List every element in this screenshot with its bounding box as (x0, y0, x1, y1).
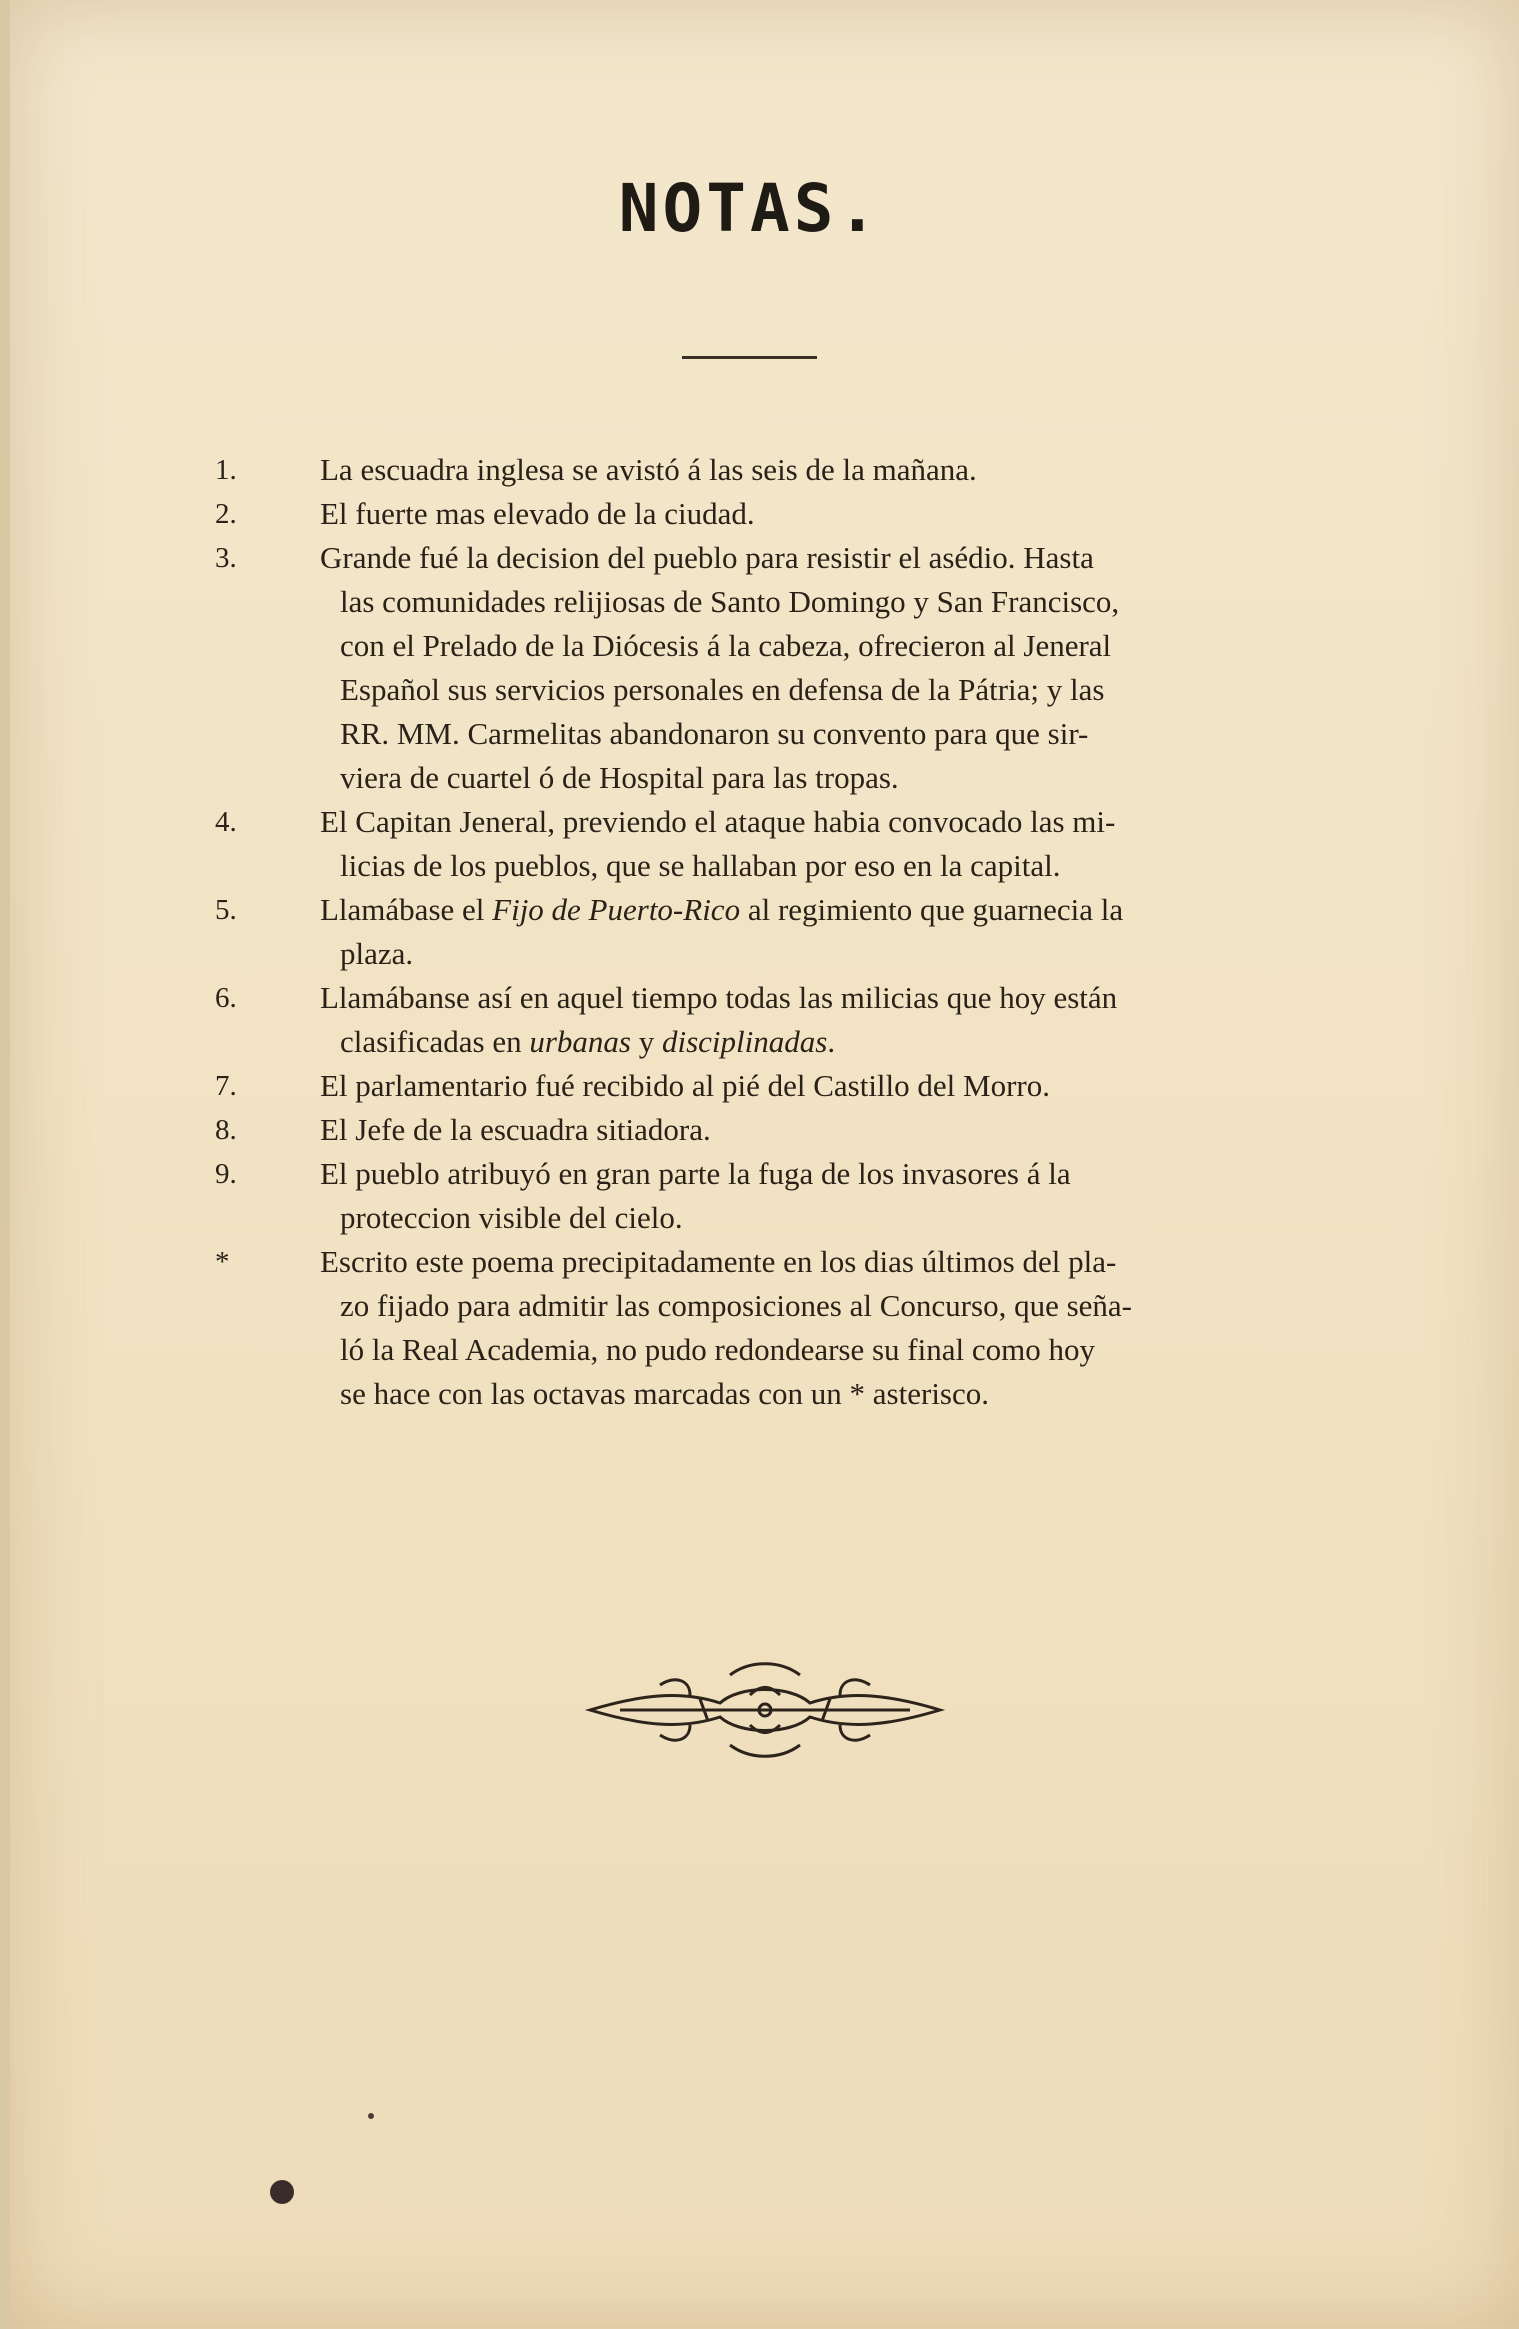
note-number: 6. (215, 982, 237, 1014)
text-segment: zo fijado para admitir las composiciones al Concurso, que seña- (340, 1288, 1132, 1323)
note-text (320, 536, 1290, 800)
note-item (215, 976, 1290, 1064)
text-segment: . (827, 1024, 836, 1059)
note-text (320, 1064, 1290, 1108)
text-segment: viera de cuartel ó de Hospital para las tropas. (340, 760, 899, 795)
text-segment: proteccion visible del cielo. (340, 1200, 683, 1235)
note-line (320, 1196, 1290, 1240)
text-segment: Grande fué la decision del pueblo para resistir el asédio. Hasta (320, 540, 1094, 575)
note-line (320, 1240, 1290, 1284)
note-line (320, 888, 1290, 932)
note-number: 7. (215, 1070, 237, 1102)
note-line (320, 624, 1290, 668)
italic-text: disciplinadas (662, 1024, 828, 1059)
note-text (320, 1152, 1290, 1240)
note-line (320, 844, 1290, 888)
text-segment: El parlamentario fué recibido al pié del Castillo del Morro. (320, 1068, 1050, 1103)
note-line (320, 1108, 1290, 1152)
text-segment: con el Prelado de la Diócesis á la cabeza, ofrecieron al Jeneral (340, 628, 1112, 663)
note-item (215, 536, 1290, 800)
italic-text: urbanas (529, 1024, 631, 1059)
note-line (320, 976, 1290, 1020)
note-text (320, 888, 1290, 976)
text-segment: El Jefe de la escuadra sitiadora. (320, 1112, 711, 1147)
note-line (320, 1064, 1290, 1108)
text-segment: El pueblo atribuyó en gran parte la fuga de los invasores á la (320, 1156, 1071, 1191)
text-segment: El fuerte mas elevado de la ciudad. (320, 496, 755, 531)
note-line (320, 932, 1290, 976)
note-line (320, 1328, 1290, 1372)
note-text (320, 1240, 1290, 1416)
note-line (320, 448, 1290, 492)
text-segment: Español sus servicios personales en defensa de la Pátria; y las (340, 672, 1105, 707)
text-segment: RR. MM. Carmelitas abandonaron su convento para que sir- (340, 716, 1089, 751)
text-segment: clasificadas en (340, 1024, 530, 1059)
note-number: 2. (215, 498, 237, 530)
note-item (215, 800, 1290, 888)
notes-list (215, 448, 1290, 1416)
text-segment: se hace con las octavas marcadas con un * asterisco. (340, 1376, 990, 1411)
note-number: * (215, 1246, 230, 1278)
text-segment: plaza. (340, 936, 414, 971)
text-segment: La escuadra inglesa se avistó á las seis de la mañana. (320, 452, 977, 487)
note-number: 3. (215, 542, 237, 574)
text-segment: al regimiento que guarnecia la (740, 892, 1124, 927)
note-line (320, 1372, 1290, 1416)
ink-speck (368, 2113, 374, 2119)
note-text (320, 448, 1290, 492)
note-number: 9. (215, 1158, 237, 1190)
text-segment: Escrito este poema precipitadamente en los dias últimos del pla- (320, 1244, 1117, 1279)
note-text (320, 800, 1290, 888)
note-number: 8. (215, 1114, 237, 1146)
note-line (320, 712, 1290, 756)
text-segment: las comunidades relijiosas de Santo Domingo y San Francisco, (340, 584, 1120, 619)
note-item (215, 1064, 1290, 1108)
note-item (215, 1108, 1290, 1152)
title-rule (682, 356, 817, 359)
note-number: 5. (215, 894, 237, 926)
note-item (215, 1240, 1290, 1416)
note-line (320, 668, 1290, 712)
text-segment: El Capitan Jeneral, previendo el ataque habia convocado las mi- (320, 804, 1116, 839)
note-text (320, 492, 1290, 536)
text-segment: y (631, 1024, 662, 1059)
note-line (320, 1152, 1290, 1196)
scroll-ornament-icon (580, 1655, 950, 1765)
note-line (320, 800, 1290, 844)
note-item (215, 448, 1290, 492)
note-line (320, 536, 1290, 580)
text-segment: Llamábase el (320, 892, 493, 927)
page-title: NOTAS. (618, 170, 882, 247)
note-text (320, 1108, 1290, 1152)
note-number: 1. (215, 454, 237, 486)
italic-text: Fijo de Puerto-Rico (492, 892, 741, 927)
note-line (320, 756, 1290, 800)
note-line (320, 492, 1290, 536)
ink-blot (270, 2180, 294, 2204)
text-segment: licias de los pueblos, que se hallaban por eso en la capital. (340, 848, 1061, 883)
note-line (320, 580, 1290, 624)
note-item (215, 1152, 1290, 1240)
note-item (215, 888, 1290, 976)
text-segment: Llamábanse así en aquel tiempo todas las milicias que hoy están (320, 980, 1118, 1015)
note-line (320, 1284, 1290, 1328)
note-line (320, 1020, 1290, 1064)
note-item (215, 492, 1290, 536)
note-number: 4. (215, 806, 237, 838)
text-segment: ló la Real Academia, no pudo redondearse su final como hoy (340, 1332, 1095, 1367)
note-text (320, 976, 1290, 1064)
